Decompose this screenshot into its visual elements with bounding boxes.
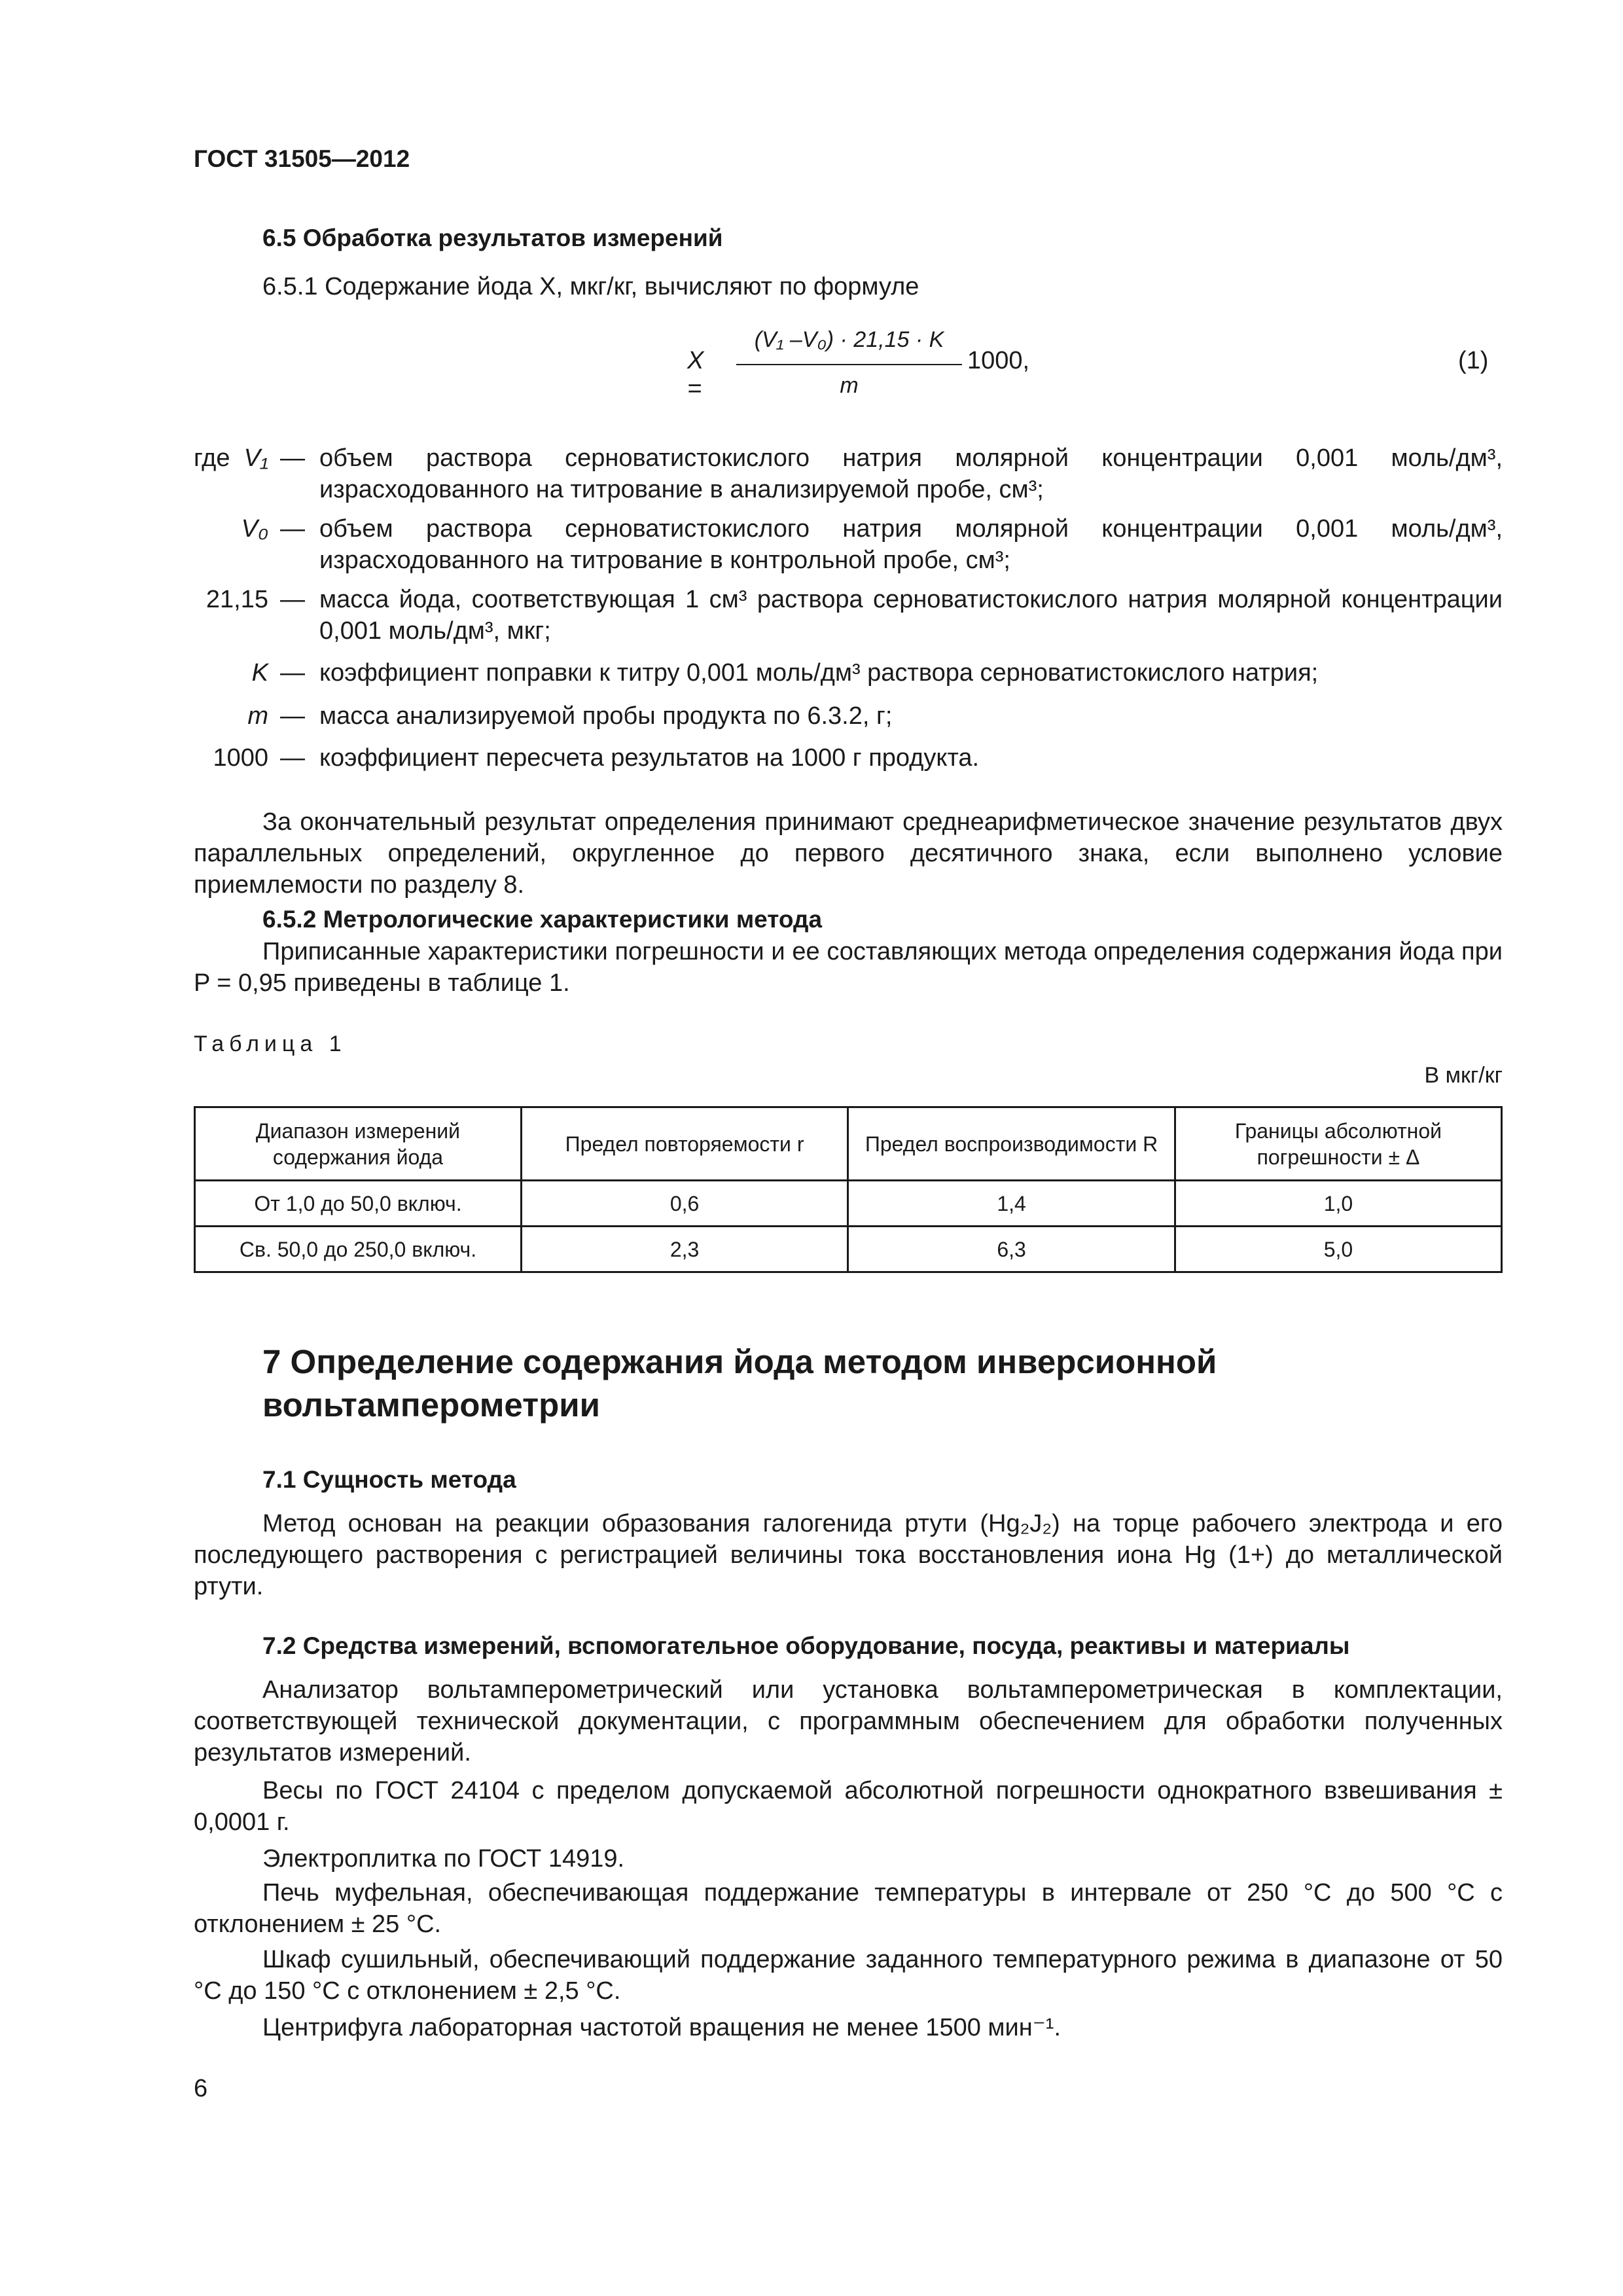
legend-dash: — (280, 515, 305, 543)
legend-term: 21,15 (205, 586, 268, 613)
table-unit: В мкг/кг (1424, 1063, 1503, 1088)
paragraph-final-result: За окончательный результат определения принимают среднеарифметическое значение результатов двух параллельных определений, округленное до первого десятичного знака, если выполнено условие приемлемости по разделу 8. (194, 808, 1503, 899)
legend-definition: масса анализируемой пробы продукта по 6.3.2, г; (319, 702, 893, 730)
equipment-item: Печь муфельная, обеспечивающая поддержание температуры в интервале от 250 °С до 500 °С с отклонением ± 25 °С. (194, 1879, 1503, 1938)
equipment-item: Шкаф сушильный, обеспечивающий поддержание заданного температурного режима в диапазоне от 50 °С до 150 °С с отклонением ± 2,5 °С. (194, 1946, 1503, 2005)
paragraph-7-1: Метод основан на реакции образования галогенида ртути (Hg₂J₂) на торце рабочего электрода и его последующего растворения с регистрацией величины тока восстановления иона Hg (1+) до металлической ртути. (194, 1510, 1503, 1600)
section-6-5-title: 6.5 Обработка результатов измерений (262, 224, 723, 251)
table-cell: 5,0 (1175, 1227, 1501, 1272)
fraction-bar (736, 364, 962, 365)
table-header-cell: Диапазон измерений содержания йода (195, 1107, 522, 1181)
paragraph-6-5-1: 6.5.1 Содержание йода X, мкг/кг, вычисляют по формуле (262, 273, 919, 300)
table-cell: 6,3 (848, 1227, 1175, 1272)
table-row (195, 1181, 1502, 1227)
formula-numerator: (V₁ –V₀) · 21,15 · K (754, 327, 944, 352)
section-7-title-line1: 7 Определение содержания йода методом инверсионной (262, 1343, 1217, 1380)
equipment-item: Анализатор вольтамперометрический или установка вольтамперометрическая в комплектации, соответствующей технической документации, с программным обеспечением для обработки полученных результатов измерений. (194, 1676, 1503, 1767)
legend-definition: объем раствора серноватистокислого натрия молярной концентрации 0,001 моль/дм³, израсходованного на титрование в анализируемой пробе, см³; (319, 444, 1503, 503)
section-7-2-title: 7.2 Средства измерений, вспомогательное оборудование, посуда, реактивы и материалы (262, 1632, 1350, 1659)
legend-term: 1000 (213, 744, 268, 772)
page-number: 6 (194, 2075, 208, 2102)
legend-definition: объем раствора серноватистокислого натрия молярной концентрации 0,001 моль/дм³, израсходованного на титрование в контрольной пробе, см³; (319, 515, 1503, 574)
legend-term: K (251, 659, 268, 687)
section-7-title-line2: вольтамперометрии (262, 1386, 600, 1424)
legend-dash: — (280, 586, 305, 613)
table-cell: 2,3 (521, 1227, 847, 1272)
table-cell: 1,4 (848, 1181, 1175, 1227)
table-cell: 1,0 (1175, 1181, 1501, 1227)
equipment-item: Весы по ГОСТ 24104 с пределом допускаемой абсолютной погрешности однократного взвешивания ± 0,0001 г. (194, 1777, 1503, 1836)
legend-dash: — (280, 744, 305, 772)
legend-dash: — (280, 659, 305, 687)
table-caption: Таблица 1 (194, 1031, 347, 1056)
section-7-1-title: 7.1 Сущность метода (262, 1466, 516, 1493)
table-header-cell: Предел воспроизводимости R (848, 1107, 1175, 1181)
table-header-cell: Предел повторяемости r (521, 1107, 847, 1181)
formula-lhs: X = (687, 347, 704, 403)
legend-dash: — (280, 702, 305, 730)
legend-term: V₁ (243, 444, 268, 472)
table-cell: 0,6 (521, 1181, 847, 1227)
legend-term: m (247, 702, 268, 730)
section-6-5-2-title: 6.5.2 Метрологические характеристики метода (262, 906, 823, 933)
table-header-row (195, 1107, 1502, 1181)
table-1 (194, 1106, 1503, 1273)
table-cell: От 1,0 до 50,0 включ. (195, 1181, 522, 1227)
paragraph-metrology: Приписанные характеристики погрешности и ее составляющих метода определения содержания йода при P = 0,95 приведены в таблице 1. (194, 938, 1503, 997)
document-header: ГОСТ 31505—2012 (194, 145, 410, 172)
formula-denominator: m (840, 373, 859, 398)
where-label: где (194, 444, 230, 472)
legend-definition: масса йода, соответствующая 1 см³ раствора серноватистокислого натрия молярной концентрации 0,001 моль/дм³, мкг; (319, 586, 1503, 645)
formula-tail: 1000, (967, 347, 1030, 374)
legend-dash: — (280, 444, 305, 472)
legend-term: V₀ (241, 515, 268, 543)
table-header-cell: Границы абсолютной погрешности ± Δ (1175, 1107, 1501, 1181)
table-cell: Св. 50,0 до 250,0 включ. (195, 1227, 522, 1272)
legend-definition: коэффициент пересчета результатов на 1000 г продукта. (319, 744, 980, 772)
equipment-item: Электроплитка по ГОСТ 14919. (262, 1845, 625, 1873)
legend-definition: коэффициент поправки к титру 0,001 моль/дм³ раствора серноватистокислого натрия; (319, 659, 1319, 687)
equipment-item: Центрифуга лабораторная частотой вращения не менее 1500 мин⁻¹. (262, 2014, 1061, 2041)
table-row (195, 1227, 1502, 1272)
formula-number: (1) (1458, 347, 1489, 374)
